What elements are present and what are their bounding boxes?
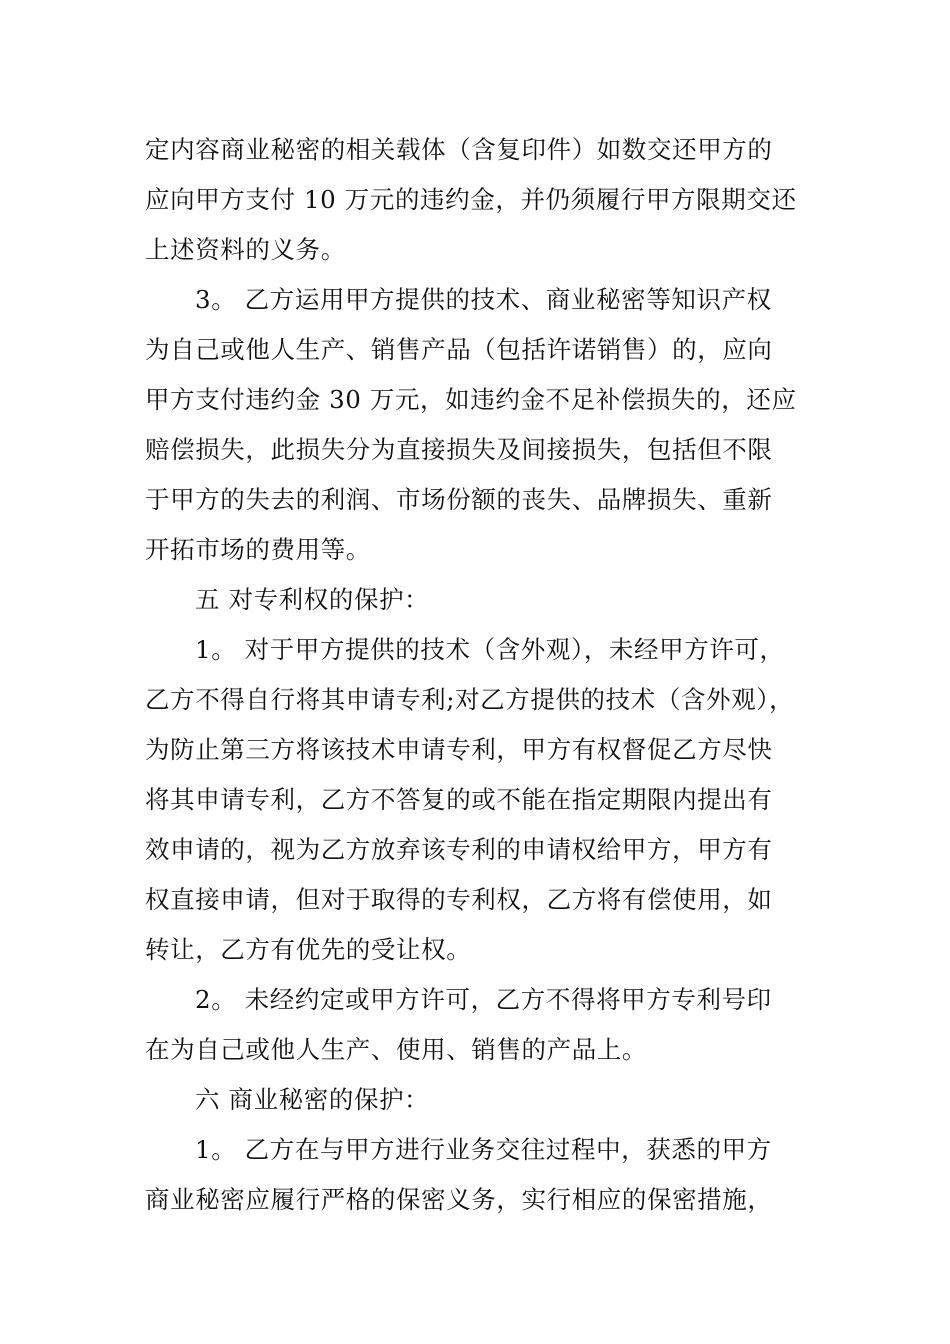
- text-line: 3。 乙方运用甲方提供的技术、商业秘密等知识产权: [195, 285, 772, 314]
- section-heading: 五 对专利权的保护：: [195, 585, 430, 614]
- text-line: 商业秘密应履行严格的保密义务，实行相应的保密措施，: [145, 1185, 773, 1214]
- text-line: 应向甲方支付 10 万元的违约金，并仍须履行甲方限期交还: [145, 185, 797, 214]
- text-line: 2。 未经约定或甲方许可，乙方不得将甲方专利号印: [195, 985, 772, 1014]
- text-line: 效申请的，视为乙方放弃该专利的申请权给甲方，甲方有: [145, 835, 773, 864]
- text-line: 将其申请专利，乙方不答复的或不能在指定期限内提出有: [145, 785, 773, 814]
- text-line: 于甲方的失去的利润、市场份额的丧失、品牌损失、重新: [145, 485, 773, 514]
- text-line: 甲方支付违约金 30 万元，如违约金不足补偿损失的，还应: [145, 385, 797, 414]
- text-line: 开拓市场的费用等。: [145, 535, 371, 564]
- text-line: 1。 乙方在与甲方进行业务交往过程中，获悉的甲方: [195, 1135, 772, 1164]
- text-line: 在为自己或他人生产、使用、销售的产品上。: [145, 1035, 647, 1064]
- section-heading: 六 商业秘密的保护：: [195, 1085, 430, 1114]
- text-line: 乙方不得自行将其申请专利;对乙方提供的技术（含外观），: [145, 685, 795, 714]
- text-line: 上述资料的义务。: [145, 235, 346, 264]
- text-line: 为防止第三方将该技术申请专利，甲方有权督促乙方尽快: [145, 735, 773, 764]
- text-line: 权直接申请，但对于取得的专利权，乙方将有偿使用，如: [145, 885, 773, 914]
- text-line: 1。 对于甲方提供的技术（含外观），未经甲方许可，: [195, 635, 785, 664]
- text-line: 为自己或他人生产、销售产品（包括许诺销售）的，应向: [145, 335, 773, 364]
- text-line: 定内容商业秘密的相关载体（含复印件）如数交还甲方的: [145, 135, 773, 164]
- text-line: 转让，乙方有优先的受让权。: [145, 935, 472, 964]
- text-line: 赔偿损失，此损失分为直接损失及间接损失，包括但不限: [145, 435, 773, 464]
